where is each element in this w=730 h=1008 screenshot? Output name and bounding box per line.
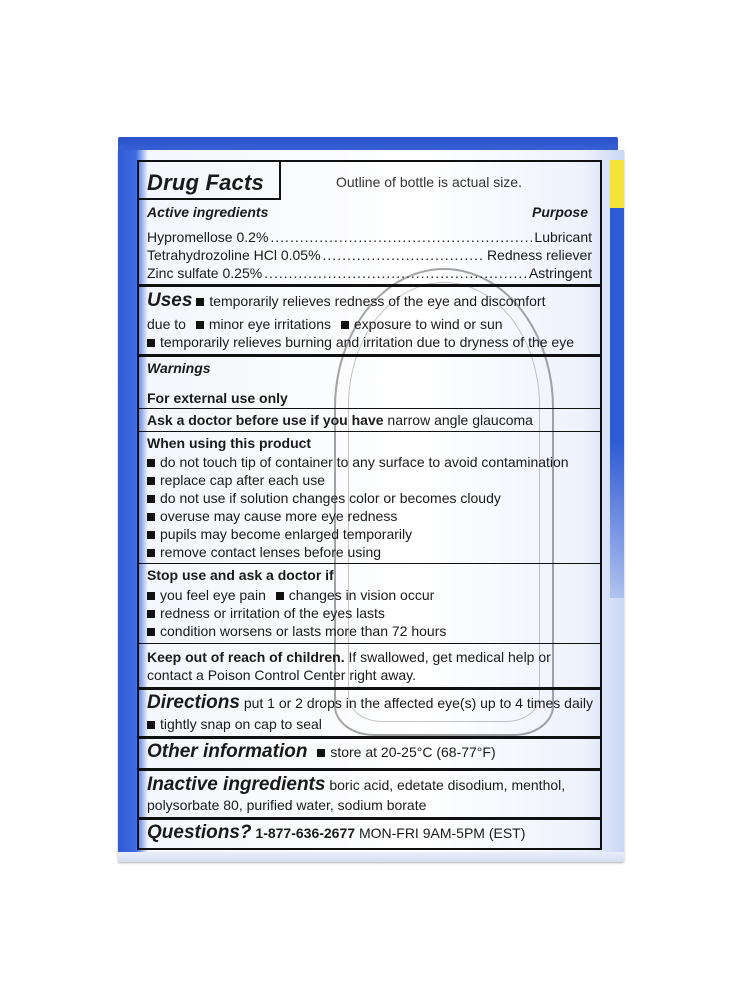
drug-facts-panel [137,160,602,850]
box-bottom-edge [118,852,624,862]
list-item [147,587,594,603]
keep-out-text: If swallowed, get medical help or [348,649,551,665]
divider [139,817,600,820]
list-item [147,544,594,560]
bullet-icon [147,495,155,503]
list-item [147,508,594,524]
uses-text: temporarily relieves burning and irritation due to dryness of the eye [160,334,574,350]
uses-line-2 [147,316,594,332]
active-ingredients-heading: Active ingredients [147,204,269,220]
bullet-icon [147,531,155,539]
keep-out-bold: Keep out of reach of children. [147,649,345,665]
list-item [147,605,594,621]
directions-line-1 [147,692,594,714]
list-item-text: remove contact lenses before using [160,544,382,560]
list-item-text: you feel eye pain [160,587,266,603]
directions-text: tightly snap on cap to seal [160,716,322,732]
ask-doctor-bold: Ask a doctor before use if you have [147,412,384,428]
list-item-text: condition worsens or lasts more than 72 hours [160,623,447,639]
bullet-icon [196,321,204,329]
ask-doctor-text: narrow angle glaucoma [387,412,533,428]
bullet-icon [147,549,155,557]
divider [139,563,600,564]
list-item-text: overuse may cause more eye redness [160,508,398,524]
list-item [147,472,594,488]
list-item [147,623,594,639]
box-side-yellow-stripe [610,160,624,208]
list-item-text: replace cap after each use [160,472,325,488]
drug-facts-title: Drug Facts [147,170,264,195]
bullet-icon [147,628,155,636]
uses-text: due to [147,316,186,332]
ingredient-row [147,265,592,281]
bullet-icon [147,592,155,600]
questions-heading: Questions? [147,822,252,843]
keep-out-line [147,649,594,665]
bullet-icon [317,749,325,757]
bullet-icon [276,592,284,600]
questions-section [147,822,594,844]
divider [139,431,600,432]
ask-doctor-line [147,412,594,428]
ingredient-row [147,229,592,245]
ingredient-name: Hypromellose 0.2% [147,229,269,245]
bullet-icon [341,321,349,329]
external-use-text: For external use only [147,390,288,406]
list-item-text: changes in vision occur [288,587,435,603]
when-using-heading: When using this product [147,435,312,451]
purpose-heading: Purpose [531,204,588,220]
other-info-section [147,741,594,763]
list-item [147,454,594,470]
bullet-icon [196,298,204,306]
dot-leader [264,265,527,281]
inactive-line-2: polysorbate 80, purified water, sodium borate [147,797,427,813]
keep-out-line-2: contact a Poison Control Center right away. [147,667,416,683]
stop-use-heading: Stop use and ask a doctor if [147,567,334,583]
inactive-text: boric acid, edetate disodium, menthol, [329,777,566,793]
list-item [147,526,594,542]
drug-facts-title-tab [139,162,281,200]
ingredient-purpose: Lubricant [534,229,592,245]
uses-text: temporarily relieves redness of the eye and discomfort [209,293,546,309]
dot-leader [323,247,485,263]
ingredient-purpose: Redness reliever [486,247,592,263]
uses-text: exposure to wind or sun [353,316,503,332]
warnings-heading: Warnings [147,360,211,376]
outline-note: Outline of bottle is actual size. [336,174,522,190]
list-item-text: do not touch tip of container to any surface to avoid contamination [160,454,569,470]
list-item-text: pupils may become enlarged temporarily [160,526,413,542]
other-info-text: store at 20-25°C (68-77°F) [330,744,496,760]
uses-line-3 [147,334,594,350]
directions-heading: Directions [147,692,240,713]
list-item-text: redness or irritation of the eyes lasts [160,605,385,621]
list-item-text: do not use if solution changes color or becomes cloudy [160,490,501,506]
box-side-blue-stripe [610,208,624,598]
inactive-heading: Inactive ingredients [147,774,326,795]
divider [139,736,600,739]
directions-text: put 1 or 2 drops in the affected eye(s) up to 4 times daily [243,695,593,711]
divider [139,687,600,690]
divider [139,643,600,644]
divider [139,768,600,771]
directions-line-2 [147,716,594,732]
dot-leader [270,229,532,245]
uses-line-1 [147,290,594,312]
bullet-icon [147,339,155,347]
list-item [147,490,594,506]
uses-text: minor eye irritations [208,316,331,332]
inactive-line-1 [147,774,594,796]
phone-number: 1-877-636-2677 [255,825,356,841]
bullet-icon [147,459,155,467]
bullet-icon [147,513,155,521]
divider [139,354,600,357]
hours-text: MON-FRI 9AM-5PM (EST) [358,825,526,841]
ingredient-name: Tetrahydrozoline HCl 0.05% [147,247,321,263]
other-info-heading: Other information [147,741,308,762]
ingredient-purpose: Astringent [528,265,592,281]
divider [139,284,600,287]
ingredient-name: Zinc sulfate 0.25% [147,265,263,281]
bullet-icon [147,721,155,729]
divider [139,408,600,409]
bullet-icon [147,610,155,618]
ingredient-row [147,247,592,263]
uses-heading: Uses [147,290,193,311]
bullet-icon [147,477,155,485]
